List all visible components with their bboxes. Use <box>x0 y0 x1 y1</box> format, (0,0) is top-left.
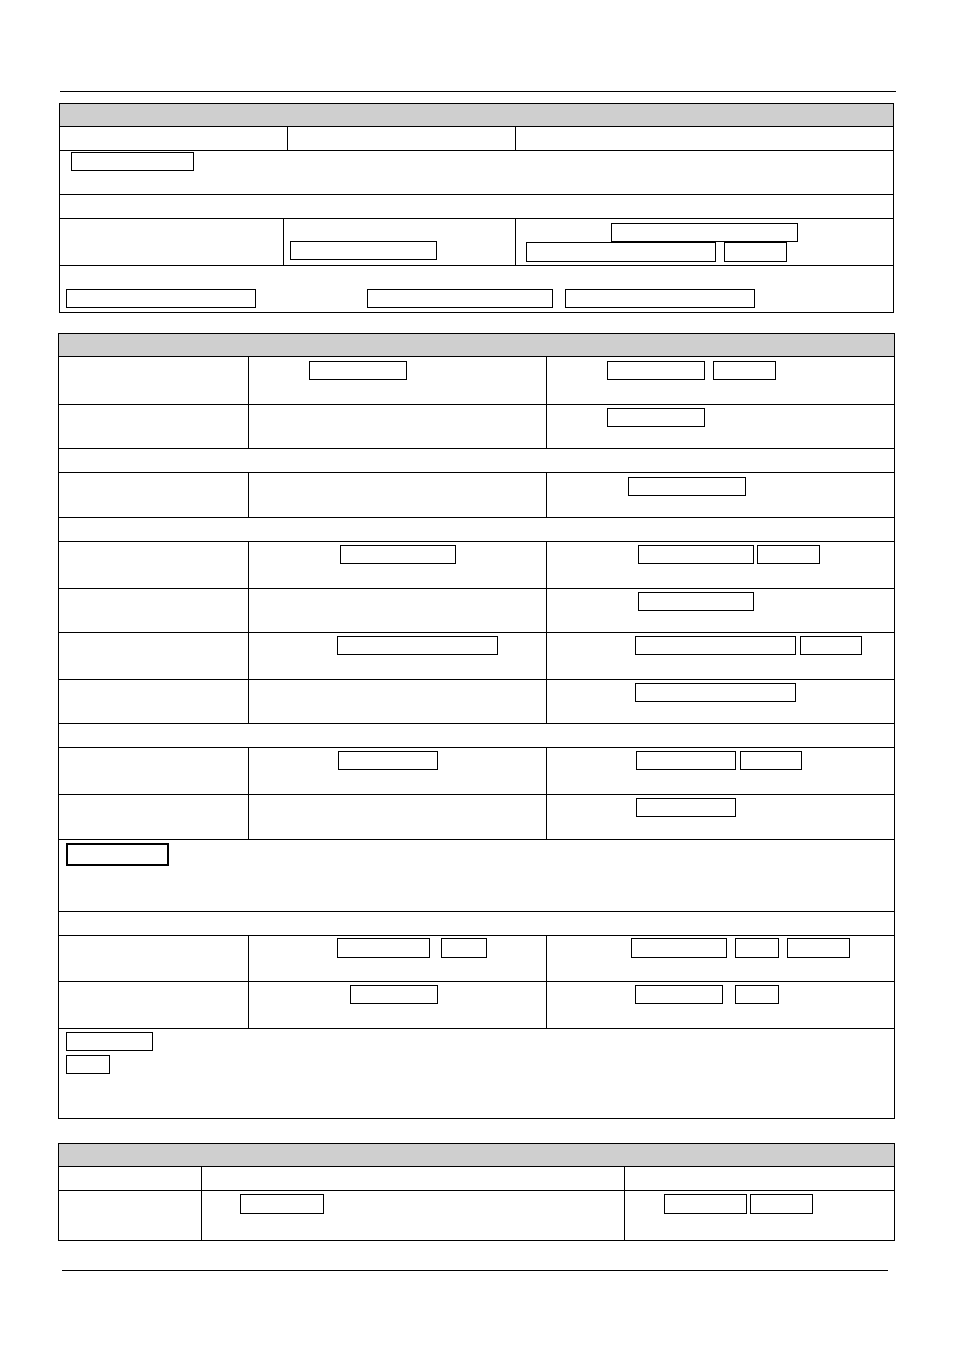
column-divider <box>248 747 249 839</box>
row-divider <box>59 588 894 589</box>
input-field[interactable] <box>635 636 796 655</box>
input-field[interactable] <box>565 289 755 308</box>
row-divider <box>59 448 894 449</box>
input-field[interactable] <box>750 1194 813 1214</box>
row-divider <box>59 981 894 982</box>
row-divider <box>59 1190 894 1191</box>
input-field[interactable] <box>628 477 746 496</box>
input-field[interactable] <box>66 1032 153 1051</box>
row-divider <box>59 747 894 748</box>
column-divider <box>515 127 516 150</box>
row-divider <box>59 632 894 633</box>
input-field[interactable] <box>607 361 705 380</box>
column-divider <box>546 357 547 448</box>
input-field[interactable] <box>735 938 779 958</box>
input-field[interactable] <box>611 223 798 242</box>
input-field[interactable] <box>337 636 498 655</box>
input-field[interactable] <box>367 289 553 308</box>
column-divider <box>287 127 288 150</box>
page-top-rule <box>60 91 896 92</box>
row-divider <box>59 723 894 724</box>
input-field[interactable] <box>713 361 776 380</box>
row-divider <box>60 218 893 219</box>
row-divider <box>59 404 894 405</box>
page-bottom-rule <box>62 1270 888 1271</box>
input-field[interactable] <box>636 798 736 817</box>
input-field[interactable] <box>340 545 456 564</box>
column-divider <box>546 472 547 517</box>
column-divider <box>248 935 249 1028</box>
input-field[interactable] <box>66 1055 110 1074</box>
row-divider <box>59 839 894 840</box>
input-field[interactable] <box>309 361 407 380</box>
input-field[interactable] <box>441 938 487 958</box>
column-divider <box>201 1167 202 1240</box>
section-1-header <box>60 104 893 127</box>
input-field[interactable] <box>526 242 716 262</box>
input-field[interactable] <box>631 938 727 958</box>
column-divider <box>248 357 249 448</box>
input-field[interactable] <box>635 683 796 702</box>
row-divider <box>59 794 894 795</box>
input-field[interactable] <box>724 242 787 262</box>
input-field[interactable] <box>800 636 862 655</box>
row-divider <box>59 911 894 912</box>
row-divider <box>59 1028 894 1029</box>
input-field[interactable] <box>787 938 850 958</box>
column-divider <box>546 935 547 1028</box>
row-divider <box>59 472 894 473</box>
input-field[interactable] <box>636 751 736 770</box>
input-field[interactable] <box>338 751 438 770</box>
column-divider <box>248 541 249 723</box>
input-field[interactable] <box>240 1194 324 1214</box>
row-divider <box>59 541 894 542</box>
input-field[interactable] <box>66 843 169 866</box>
input-field[interactable] <box>71 152 194 171</box>
row-divider <box>60 150 893 151</box>
section-3-header <box>59 1144 894 1167</box>
form-section-1 <box>59 103 894 313</box>
form-section-2 <box>58 333 895 1119</box>
input-field[interactable] <box>337 938 430 958</box>
form-section-3 <box>58 1143 895 1241</box>
column-divider <box>515 218 516 265</box>
row-divider <box>59 679 894 680</box>
row-divider <box>59 517 894 518</box>
input-field[interactable] <box>638 592 754 611</box>
column-divider <box>546 747 547 839</box>
section-2-header <box>59 334 894 357</box>
input-field[interactable] <box>757 545 820 564</box>
input-field[interactable] <box>350 985 438 1004</box>
row-divider <box>60 194 893 195</box>
column-divider <box>248 472 249 517</box>
column-divider <box>546 541 547 723</box>
row-divider <box>59 935 894 936</box>
input-field[interactable] <box>740 751 802 770</box>
input-field[interactable] <box>638 545 754 564</box>
input-field[interactable] <box>607 408 705 427</box>
column-divider <box>283 218 284 265</box>
input-field[interactable] <box>664 1194 747 1214</box>
input-field[interactable] <box>290 241 437 260</box>
input-field[interactable] <box>66 289 256 308</box>
row-divider <box>60 265 893 266</box>
input-field[interactable] <box>635 985 723 1004</box>
column-divider <box>624 1167 625 1240</box>
input-field[interactable] <box>735 985 779 1004</box>
